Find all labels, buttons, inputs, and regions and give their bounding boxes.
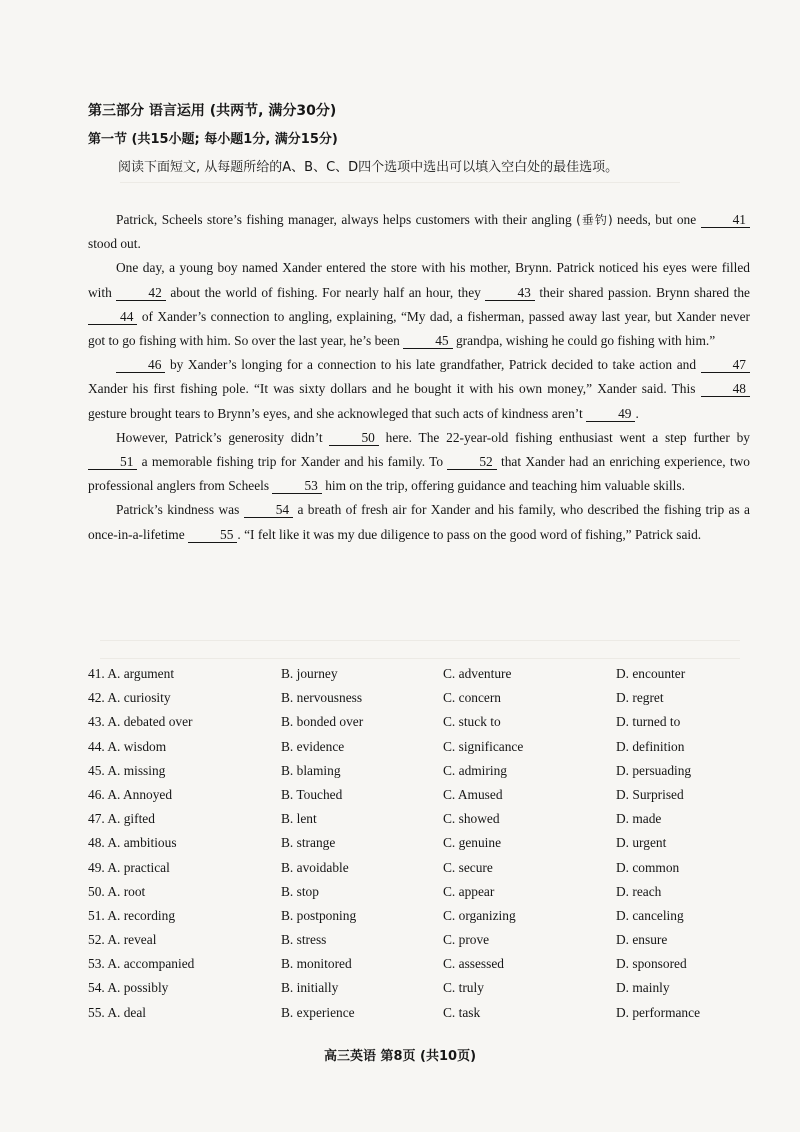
option-54-A: 54. A. possibly <box>88 980 169 996</box>
option-46-C: C. Amused <box>443 786 503 802</box>
passage-text: a memorable fishing trip for Xander and his family. To <box>141 454 444 470</box>
blank-49: 49 <box>586 406 635 422</box>
option-48-C: C. genuine <box>443 835 502 851</box>
blank-41: 41 <box>701 212 750 228</box>
option-43-C: C. stuck to <box>443 714 501 730</box>
passage-text: that Xander had an enriching experience, two professional anglers from Scheels <box>88 454 750 494</box>
passage-text: him on the trip, offering guidance and teaching him valuable skills. <box>325 478 685 494</box>
option-43-D: D. turned to <box>616 714 681 730</box>
paragraph-3 <box>88 353 750 426</box>
option-row-46 <box>88 787 768 811</box>
option-49-B: B. avoidable <box>281 859 349 875</box>
paragraph-4 <box>88 426 750 499</box>
blank-45: 45 <box>403 333 452 349</box>
option-50-A: 50. A. root <box>88 883 146 899</box>
option-47-D: D. made <box>616 811 662 827</box>
option-row-55 <box>88 1005 768 1029</box>
instructions: 阅读下面短文, 从每题所给的A、B、C、D四个选项中选出可以填入空白处的最佳选项。 <box>118 160 619 175</box>
option-48-A: 48. A. ambitious <box>88 835 177 851</box>
passage-text: Patrick’s kindness was <box>116 502 240 518</box>
option-55-C: C. task <box>443 1004 481 1020</box>
option-43-B: B. bonded over <box>281 714 364 730</box>
option-42-A: 42. A. curiosity <box>88 690 171 706</box>
option-51-A: 51. A. recording <box>88 907 176 923</box>
passage-text: Xander his first fishing pole. “It was sixty dollars and he bought it with his own money,” Xander said. This <box>88 381 696 397</box>
option-44-C: C. significance <box>443 738 524 754</box>
passage-text: their shared passion. Brynn shared the <box>539 284 750 300</box>
option-42-C: C. concern <box>443 690 502 706</box>
option-41-B: B. journey <box>281 666 338 681</box>
option-row-45 <box>88 763 768 787</box>
paragraph-2 <box>88 256 750 353</box>
option-52-C: C. prove <box>443 932 490 948</box>
passage-text: One day, a young boy named Xander entered the store with his mother, Brynn. Patrick noticed his eyes were filled with <box>88 260 750 300</box>
section-title: 第三部分 语言运用 (共两节, 满分30分) <box>88 103 337 119</box>
option-49-C: C. secure <box>443 859 493 875</box>
passage-text: . “I felt like it was my due diligence to pass on the good word of fishing,” Patrick said. <box>237 526 702 542</box>
option-51-B: B. postponing <box>281 907 357 923</box>
option-45-C: C. admiring <box>443 762 507 778</box>
passage-text: Patrick, Scheels store’s fishing manager, always helps customers with their angling <box>116 212 572 227</box>
option-53-A: 53. A. accompanied <box>88 956 195 972</box>
option-45-D: D. persuading <box>616 762 692 778</box>
subsection-title: 第一节 (共15小题; 每小题1分, 满分15分) <box>88 132 338 147</box>
option-55-B: B. experience <box>281 1004 355 1020</box>
option-row-54 <box>88 980 768 1004</box>
bleed-through-line <box>120 182 680 183</box>
blank-51: 51 <box>88 454 137 470</box>
option-51-C: C. organizing <box>443 907 516 923</box>
passage-text: grandpa, wishing he could go fishing with him.” <box>455 333 716 349</box>
option-row-53 <box>88 956 768 980</box>
blank-48: 48 <box>701 381 750 397</box>
option-50-D: D. reach <box>616 883 662 899</box>
option-row-52 <box>88 932 768 956</box>
option-row-41 <box>88 666 768 690</box>
paragraph-5 <box>88 498 750 546</box>
option-44-D: D. definition <box>616 738 685 754</box>
option-46-A: 46. A. Annoyed <box>88 786 173 802</box>
passage-text: here. The 22-year-old fishing enthusiast went a step further by <box>385 429 750 445</box>
option-55-A: 55. A. deal <box>88 1004 147 1020</box>
blank-50: 50 <box>329 430 378 446</box>
page-footer: 高三英语 第8页 (共10页) <box>323 1049 477 1064</box>
blank-55: 55 <box>188 527 237 543</box>
option-41-D: D. encounter <box>616 666 686 681</box>
option-48-B: B. strange <box>281 835 336 851</box>
option-53-B: B. monitored <box>281 956 352 972</box>
blank-54: 54 <box>244 502 293 518</box>
option-45-A: 45. A. missing <box>88 762 166 778</box>
option-41-A: 41. A. argument <box>88 666 175 681</box>
option-49-A: 49. A. practical <box>88 859 170 875</box>
option-49-D: D. common <box>616 859 680 875</box>
blank-53: 53 <box>272 478 321 494</box>
cloze-passage <box>88 208 750 547</box>
passage-text: However, Patrick’s generosity didn’t <box>116 429 323 445</box>
option-54-D: D. mainly <box>616 980 670 996</box>
option-42-D: D. regret <box>616 690 664 706</box>
option-44-A: 44. A. wisdom <box>88 738 167 754</box>
option-54-B: B. initially <box>281 980 339 996</box>
option-row-43 <box>88 714 768 738</box>
passage-text: needs, but one <box>617 212 697 227</box>
option-50-C: C. appear <box>443 883 495 899</box>
passage-text: about the world of fishing. For nearly half an hour, they <box>170 284 481 300</box>
passage-text: gesture brought tears to Brynn’s eyes, and she acknowleged that such acts of kindness aren’t <box>88 405 583 421</box>
option-47-C: C. showed <box>443 811 500 827</box>
option-row-51 <box>88 908 768 932</box>
bleed-through-line <box>100 640 740 641</box>
option-47-B: B. lent <box>281 811 317 827</box>
option-41-C: C. adventure <box>443 666 512 681</box>
option-55-D: D. performance <box>616 1004 701 1020</box>
blank-52: 52 <box>447 454 496 470</box>
paragraph-1 <box>88 208 750 256</box>
option-53-C: C. assessed <box>443 956 504 972</box>
option-50-B: B. stop <box>281 883 319 899</box>
option-46-B: B. Touched <box>281 786 343 802</box>
option-51-D: D. canceling <box>616 907 684 923</box>
option-54-C: C. truly <box>443 980 484 996</box>
option-48-D: D. urgent <box>616 835 667 851</box>
option-44-B: B. evidence <box>281 738 345 754</box>
option-42-B: B. nervousness <box>281 690 363 706</box>
blank-47: 47 <box>701 357 750 373</box>
option-row-47 <box>88 811 768 835</box>
passage-text: a breath of fresh air for Xander and his family, who described the fishing trip as a once-in-a-lifetime <box>88 502 750 542</box>
option-52-B: B. stress <box>281 932 327 948</box>
option-45-B: B. blaming <box>281 762 341 778</box>
option-43-A: 43. A. debated over <box>88 714 193 730</box>
passage-text: of Xander’s connection to angling, explaining, “My dad, a fisherman, passed away last year, but Xander never got to go fishing with him. So over the last year, he’s been <box>88 308 750 349</box>
passage-text: by Xander’s longing for a connection to his late grandfather, Patrick decided to take action and <box>169 357 697 373</box>
chinese-gloss: (垂钓) <box>576 213 613 227</box>
option-row-42 <box>88 690 768 714</box>
option-53-D: D. sponsored <box>616 956 687 972</box>
option-row-50 <box>88 884 768 908</box>
blank-43: 43 <box>485 285 534 301</box>
option-52-D: D. ensure <box>616 932 668 948</box>
blank-44: 44 <box>88 309 137 325</box>
option-47-A: 47. A. gifted <box>88 811 155 827</box>
option-52-A: 52. A. reveal <box>88 932 157 948</box>
option-row-48 <box>88 835 768 859</box>
option-46-D: D. Surprised <box>616 786 684 802</box>
option-row-49 <box>88 860 768 884</box>
bleed-through-line <box>100 658 740 659</box>
passage-text: stood out. <box>88 236 141 252</box>
answer-options <box>88 666 768 1029</box>
passage-text: . <box>635 405 639 421</box>
blank-42: 42 <box>116 285 165 301</box>
blank-46: 46 <box>116 357 165 373</box>
option-row-44 <box>88 739 768 763</box>
